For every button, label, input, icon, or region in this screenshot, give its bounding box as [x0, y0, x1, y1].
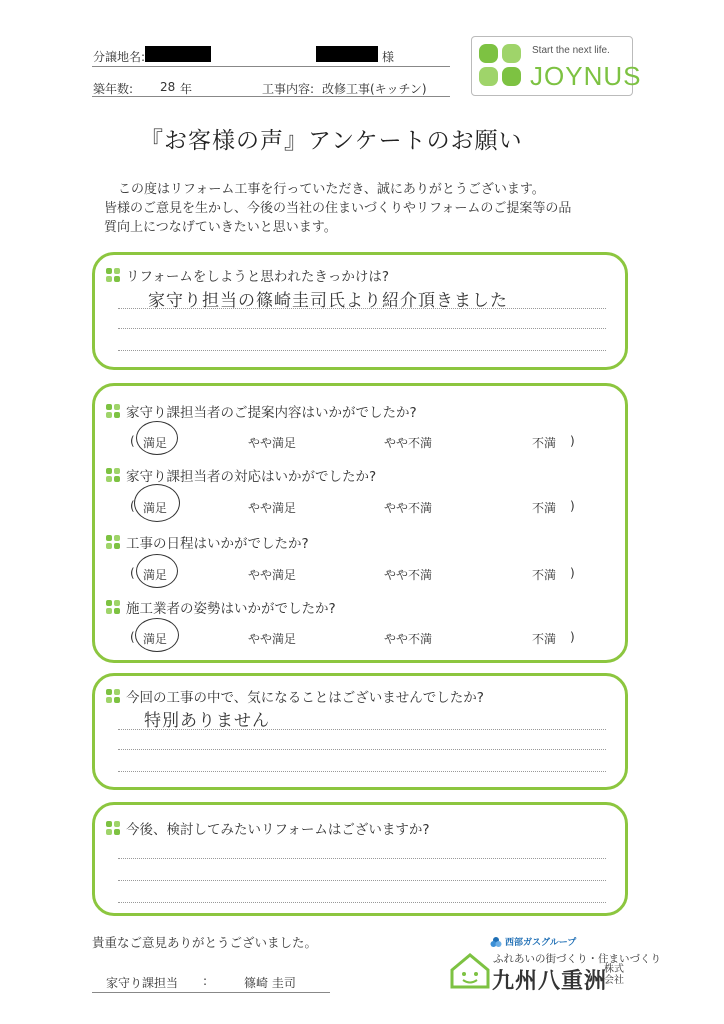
question-concerns	[106, 686, 484, 706]
intro-line-3: 質向上につなげていきたいと思います。	[104, 220, 337, 235]
option-dissatisfied[interactable]: 不満	[532, 632, 557, 646]
group-name: 西部ガスグループ	[505, 938, 577, 948]
answer-line	[118, 902, 606, 903]
option-somewhat-satisfied[interactable]: やや満足	[248, 632, 297, 646]
clover-logo-icon	[477, 42, 525, 90]
rating-question-schedule	[106, 532, 309, 552]
group-logo	[490, 935, 576, 948]
answer-line	[118, 858, 606, 859]
header-underline-2	[92, 96, 450, 97]
page-title: 『お客様の声』アンケートのお願い	[140, 128, 523, 154]
option-satisfied[interactable]: 満足	[143, 501, 168, 515]
answer-line	[118, 729, 606, 730]
rating-question-response	[106, 465, 376, 485]
house-logo-icon	[448, 950, 492, 990]
rating-question-contractor	[106, 597, 336, 617]
option-dissatisfied[interactable]: 不満	[532, 501, 557, 515]
clover-bullet-icon	[106, 600, 120, 614]
intro-line-2: 皆様のご意見を生かし、今後の当社の住まいづくりやリフォームのご提案等の品	[104, 201, 572, 216]
question-concerns-text: 今回の工事の中で、気になることはございませんでしたか?	[126, 690, 484, 706]
thanks-message: 貴重なご意見ありがとうございました。	[92, 935, 318, 950]
logo-tagline: Start the next life.	[532, 45, 610, 56]
question-trigger-text: リフォームをしようと思われたきっかけは?	[126, 269, 389, 285]
question-future-text: 今後、検討してみたいリフォームはございますか?	[126, 822, 430, 838]
rating-question-proposal	[106, 401, 417, 421]
building-age-label: 築年数:	[93, 82, 134, 96]
question-trigger	[106, 265, 389, 285]
answer-line	[118, 880, 606, 881]
paren-close: )	[570, 499, 575, 513]
rating-question-text: 家守り課担当者の対応はいかがでしたか?	[126, 469, 377, 485]
company-suffix	[604, 964, 624, 986]
intro-line-1: この度はリフォーム工事を行っていただき、誠にありがとうございます。	[118, 182, 545, 197]
answer-concerns: 特別ありません	[144, 711, 270, 731]
joynus-logo	[471, 36, 642, 96]
paren-close: )	[570, 566, 575, 580]
staff-underline	[92, 992, 330, 993]
question-future	[106, 818, 430, 838]
answer-line	[118, 771, 606, 772]
option-dissatisfied[interactable]: 不満	[532, 568, 557, 582]
option-somewhat-dissatisfied[interactable]: やや不満	[384, 501, 433, 515]
clover-bullet-icon	[106, 535, 120, 549]
rating-panel	[92, 383, 628, 663]
rating-question-text: 工事の日程はいかがでしたか?	[126, 536, 309, 552]
option-satisfied[interactable]: 満足	[143, 436, 168, 450]
paren-open: (	[130, 630, 135, 644]
answer-line	[118, 308, 606, 309]
clover-bullet-icon	[106, 404, 120, 418]
option-dissatisfied[interactable]: 不満	[532, 436, 557, 450]
company-name: 九州八重洲	[492, 969, 608, 994]
clover-bullet-icon	[106, 821, 120, 835]
paren-open: (	[130, 434, 135, 448]
clover-bullet-icon	[106, 268, 120, 282]
staff-name: 篠崎 圭司	[244, 976, 296, 990]
paren-close: )	[570, 434, 575, 448]
honorific-sama: 様	[382, 50, 395, 64]
building-age-unit: 年	[180, 82, 193, 96]
redacted-project-name	[145, 46, 211, 62]
work-content-label: 工事内容:	[262, 82, 315, 96]
logo-brand: JOYNUS	[530, 61, 642, 91]
option-satisfied[interactable]: 満足	[143, 568, 168, 582]
staff-label: 家守り課担当	[106, 976, 179, 990]
header-underline-1	[92, 66, 450, 67]
option-somewhat-satisfied[interactable]: やや満足	[248, 568, 297, 582]
clover-bullet-icon	[106, 689, 120, 703]
clover-bullet-icon	[106, 468, 120, 482]
option-somewhat-dissatisfied[interactable]: やや不満	[384, 632, 433, 646]
answer-line	[118, 328, 606, 329]
group-mark-icon	[490, 936, 502, 948]
option-somewhat-dissatisfied[interactable]: やや不満	[384, 568, 433, 582]
option-satisfied[interactable]: 満足	[143, 632, 168, 646]
answer-line	[118, 350, 606, 351]
option-somewhat-satisfied[interactable]: やや満足	[248, 501, 297, 515]
paren-close: )	[570, 630, 575, 644]
staff-colon: :	[203, 974, 208, 988]
option-somewhat-dissatisfied[interactable]: やや不満	[384, 436, 433, 450]
project-name-label: 分譲地名:	[93, 50, 146, 64]
rating-question-text: 家守り課担当者のご提案内容はいかがでしたか?	[126, 405, 417, 421]
company-suffix-line-1: 株式	[604, 964, 624, 975]
company-slogan: ふれあいの街づくり・住まいづくり	[493, 953, 661, 965]
option-somewhat-satisfied[interactable]: やや満足	[248, 436, 297, 450]
redacted-customer-name	[316, 46, 378, 62]
work-content-value: 改修工事(キッチン)	[322, 82, 427, 96]
paren-open: (	[130, 566, 135, 580]
answer-trigger: 家守り担当の篠崎圭司氏より紹介頂きました	[148, 291, 508, 311]
company-suffix-line-2: 会社	[604, 975, 624, 986]
answer-line	[118, 749, 606, 750]
rating-question-text: 施工業者の姿勢はいかがでしたか?	[126, 601, 336, 617]
paren-open: (	[130, 499, 135, 513]
building-age-value: 28	[160, 80, 176, 94]
